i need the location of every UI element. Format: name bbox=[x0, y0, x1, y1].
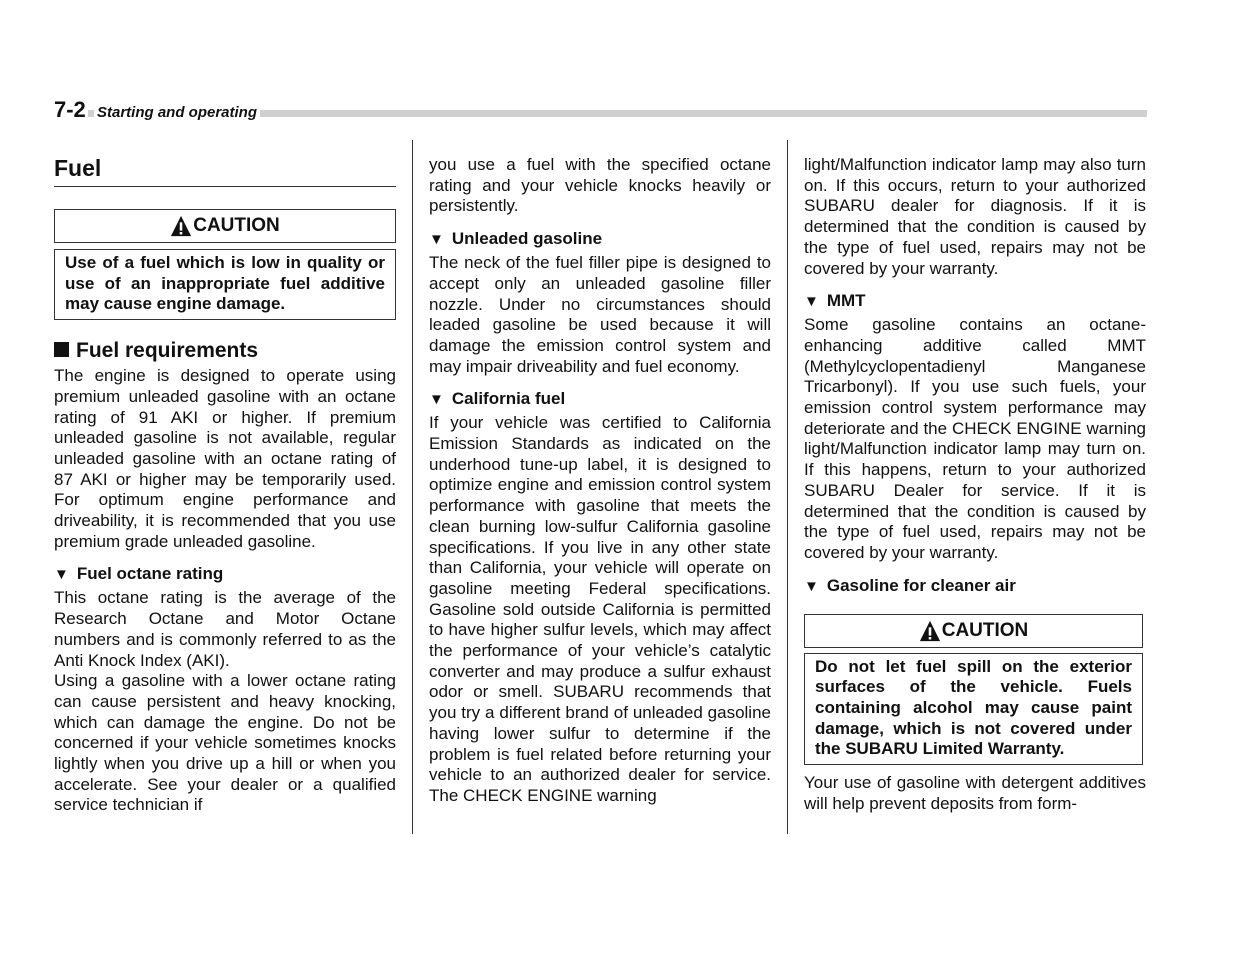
column-3 bbox=[804, 155, 1146, 815]
triangle-bullet-icon: ▼ bbox=[54, 566, 69, 584]
subheading bbox=[804, 290, 1146, 312]
subheading-label: MMT bbox=[826, 291, 866, 311]
column-1 bbox=[54, 150, 396, 816]
column-divider bbox=[787, 140, 788, 834]
california-paragraph: If your vehicle was certified to California Emission Standards as indicated on the underhood tune-up label, it is designed to optimize engine and emission control system performance with gasoline that meets the clean burning low-sulfur California gasoline specifications. If you live in any other state than California, your vehicle will operate on gasoline meeting Federal specifications. Gasoline sold outside California is permitted to have higher sulfur levels, which may affect the performance of your vehicle’s catalytic converter and may produce a sulfur exhaust odor or smell. SUBARU recommends that you try a different brand of unleaded gasoline having lower sulfur to determine if the problem is fuel related before returning your vehicle to an authorized dealer for service. The CHECK ENGINE warning bbox=[429, 413, 771, 805]
column-2 bbox=[429, 155, 771, 807]
caution-text: Use of a fuel which is low in quality or use of an inappropriate fuel additive may cause engine damage. bbox=[54, 249, 396, 320]
chapter-title: Starting and operating bbox=[94, 96, 260, 130]
subsection-title: Fuel requirements bbox=[76, 339, 259, 363]
caution-label: CAUTION bbox=[941, 619, 1029, 641]
subheading-label: Gasoline for cleaner air bbox=[826, 575, 1016, 595]
subheading bbox=[429, 228, 771, 250]
octane-paragraph-2: Using a gasoline with a lower octane rating can cause persistent and heavy knocking, which can damage the engine. Do not be concerned if your vehicle sometimes knocks lightly when you drive up a hill or when you accelerate. See your dealer or a qualified service technician if bbox=[54, 671, 396, 815]
triangle-bullet-icon: ▼ bbox=[804, 577, 819, 595]
warning-triangle-icon bbox=[170, 215, 192, 237]
subheading-label: California fuel bbox=[451, 389, 566, 409]
subheading bbox=[804, 575, 1146, 597]
continued-paragraph: light/Malfunction indicator lamp may also turn on. If this occurs, return to your authorized SUBARU dealer for diagnosis. If it is determined that the condition is caused by the type of fuel used, repairs may not be covered by your warranty. bbox=[804, 155, 1146, 278]
triangle-bullet-icon: ▼ bbox=[429, 391, 444, 409]
mmt-paragraph: Some gasoline contains an octane-enhancing additive called MMT (Methylcyclopentadienyl Manganese Tricarbonyl). If you use such fuels, your emission control system performance may deteriorate and the CHECK ENGINE warning light/Malfunction indicator lamp may turn on. If this happens, return to your authorized SUBARU Dealer for service. If it is determined that the condition is caused by the type of fuel used, repairs may not be covered by your warranty. bbox=[804, 315, 1146, 562]
continued-paragraph: you use a fuel with the specified octane rating and your vehicle knocks heavily or persistently. bbox=[429, 155, 771, 216]
caution-box bbox=[54, 209, 396, 320]
unleaded-paragraph: The neck of the fuel filler pipe is designed to accept only an unleaded gasoline filler nozzle. Under no circumstances should leaded gasoline be used because it will damage the emission control system and may impair driveability and fuel economy. bbox=[429, 253, 771, 376]
caution-box bbox=[804, 614, 1146, 766]
section-title: Fuel bbox=[54, 153, 396, 187]
triangle-bullet-icon: ▼ bbox=[804, 293, 819, 311]
caution-header bbox=[804, 614, 1143, 648]
triangle-bullet-icon: ▼ bbox=[429, 231, 444, 249]
caution-header bbox=[54, 209, 396, 243]
subheading-label: Unleaded gasoline bbox=[451, 229, 603, 249]
caution-label: CAUTION bbox=[193, 215, 280, 236]
page-number: 7-2 bbox=[54, 97, 86, 122]
column-divider bbox=[412, 140, 413, 834]
fuel-requirements-paragraph: The engine is designed to operate using premium unleaded gasoline with an octane rating of 91 AKI or higher. If premium unleaded gasoline is not available, regular unleaded gasoline with an octane rating of 87 AKI or higher may be temporarily used. For optimum engine performance and driveability, it is recommended that you use premium grade unleaded gasoline. bbox=[54, 366, 396, 551]
detergent-paragraph: Your use of gasoline with detergent additives will help prevent deposits from form- bbox=[804, 773, 1146, 813]
warning-triangle-icon bbox=[919, 620, 941, 642]
subsection-heading bbox=[54, 338, 396, 364]
subheading bbox=[429, 388, 771, 410]
page-header bbox=[54, 96, 1147, 124]
subheading bbox=[54, 563, 396, 585]
square-bullet-icon bbox=[54, 342, 69, 357]
caution-text: Do not let fuel spill on the exterior surfaces of the vehicle. Fuels containing alcohol may cause paint damage, which is not covered under the SUBARU Limited Warranty. bbox=[804, 653, 1143, 766]
subheading-label: Fuel octane rating bbox=[76, 564, 224, 584]
octane-paragraph-1: This octane rating is the average of the Research Octane and Motor Octane numbers and is commonly referred to as the Anti Knock Index (AKI). bbox=[54, 588, 396, 670]
